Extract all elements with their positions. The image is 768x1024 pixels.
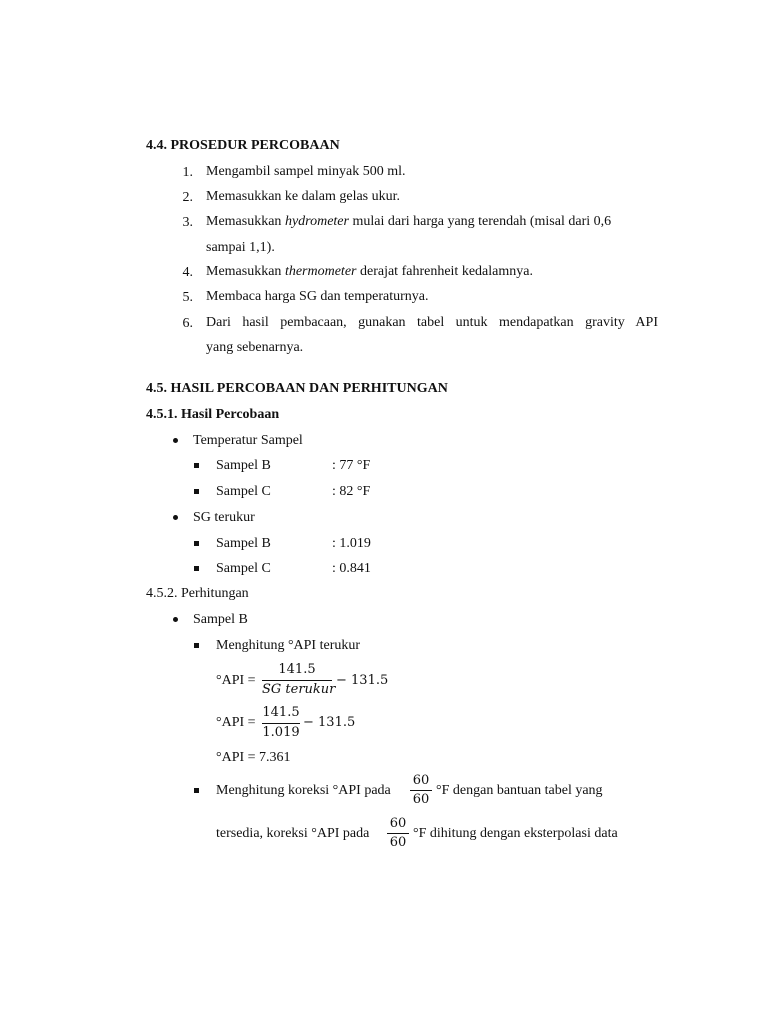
sample-value: : 77 °F — [332, 458, 371, 473]
bullet-square — [194, 463, 199, 468]
temperature-label: Temperatur Sampel — [193, 433, 303, 448]
section-heading-4-5: 4.5. HASIL PERCOBAAN DAN PERHITUNGAN — [146, 381, 448, 396]
subsection-heading-4-5-1: 4.5.1. Hasil Percobaan — [146, 407, 280, 422]
fraction — [410, 773, 432, 809]
equation-lhs: °API = — [216, 715, 256, 730]
sample-value: : 82 °F — [332, 484, 371, 499]
equation-rhs: − 131.5 — [336, 673, 389, 688]
fraction-bar — [387, 833, 409, 834]
fraction-denominator: 60 — [412, 792, 430, 807]
equation-api-result: °API = 7.361 — [216, 750, 291, 765]
step-number: 2. — [182, 190, 193, 205]
fraction-numerator: 60 — [412, 773, 430, 788]
step-number: 3. — [182, 215, 193, 230]
fraction-numerator: 141.5 — [262, 705, 300, 720]
equation-rhs: − 131.5 — [303, 715, 356, 730]
fraction — [262, 705, 300, 741]
step-api-label: Menghitung °API terukur — [216, 638, 361, 653]
step-number: 1. — [182, 165, 193, 180]
sg-label: SG terukur — [193, 510, 255, 525]
step-text: Dari hasil pembacaan, gunakan tabel untuk mendapatkan gravity API — [206, 315, 658, 330]
step-text-continued: sampai 1,1). — [206, 240, 275, 255]
fraction-denominator: 60 — [389, 835, 407, 850]
fraction — [387, 816, 409, 852]
fraction-bar — [262, 723, 300, 724]
correction-text-continued: °F dihitung dengan eksterpolasi data — [413, 826, 618, 841]
subsection-heading-4-5-2: 4.5.2. Perhitungan — [146, 586, 249, 601]
correction-text: Menghitung koreksi °API pada — [216, 783, 391, 798]
bullet-square — [194, 489, 199, 494]
bullet-square — [194, 566, 199, 571]
step-text: Memasukkan hydrometer mulai dari harga yang terendah (misal dari 0,6 — [206, 214, 612, 229]
sample-value: : 0.841 — [332, 561, 371, 576]
bullet-dot — [173, 438, 178, 443]
equation-lhs: °API = — [216, 673, 256, 688]
fraction — [262, 662, 336, 698]
sample-name: Sampel C — [216, 484, 271, 499]
bullet-dot — [173, 617, 178, 622]
sample-b-label: Sampel B — [193, 612, 248, 627]
step-number: 6. — [182, 316, 193, 331]
fraction-denominator: 1.019 — [262, 725, 300, 740]
fraction-bar — [410, 790, 432, 791]
bullet-square — [194, 643, 199, 648]
bullet-dot — [173, 515, 178, 520]
bullet-square — [194, 541, 199, 546]
sample-name: Sampel B — [216, 458, 271, 473]
bullet-square — [194, 788, 199, 793]
step-text: Memasukkan thermometer derajat fahrenheit kedalamnya. — [206, 264, 533, 279]
correction-text-continued: tersedia, koreksi °API pada — [216, 826, 370, 841]
step-text: Memasukkan ke dalam gelas ukur. — [206, 189, 401, 204]
fraction-numerator: 60 — [389, 816, 407, 831]
section-heading-4-4: 4.4. PROSEDUR PERCOBAAN — [146, 138, 340, 153]
step-text-continued: yang sebenarnya. — [206, 340, 304, 355]
step-number: 5. — [182, 290, 193, 305]
correction-text: °F dengan bantuan tabel yang — [436, 783, 603, 798]
step-number: 4. — [182, 265, 193, 280]
step-text: Membaca harga SG dan temperaturnya. — [206, 289, 429, 304]
sample-value: : 1.019 — [332, 536, 371, 551]
sample-name: Sampel B — [216, 536, 271, 551]
fraction-denominator: SG terukur — [262, 682, 336, 697]
fraction-bar — [262, 680, 332, 681]
fraction-numerator: 141.5 — [278, 662, 316, 677]
sample-name: Sampel C — [216, 561, 271, 576]
step-text: Mengambil sampel minyak 500 ml. — [206, 164, 406, 179]
